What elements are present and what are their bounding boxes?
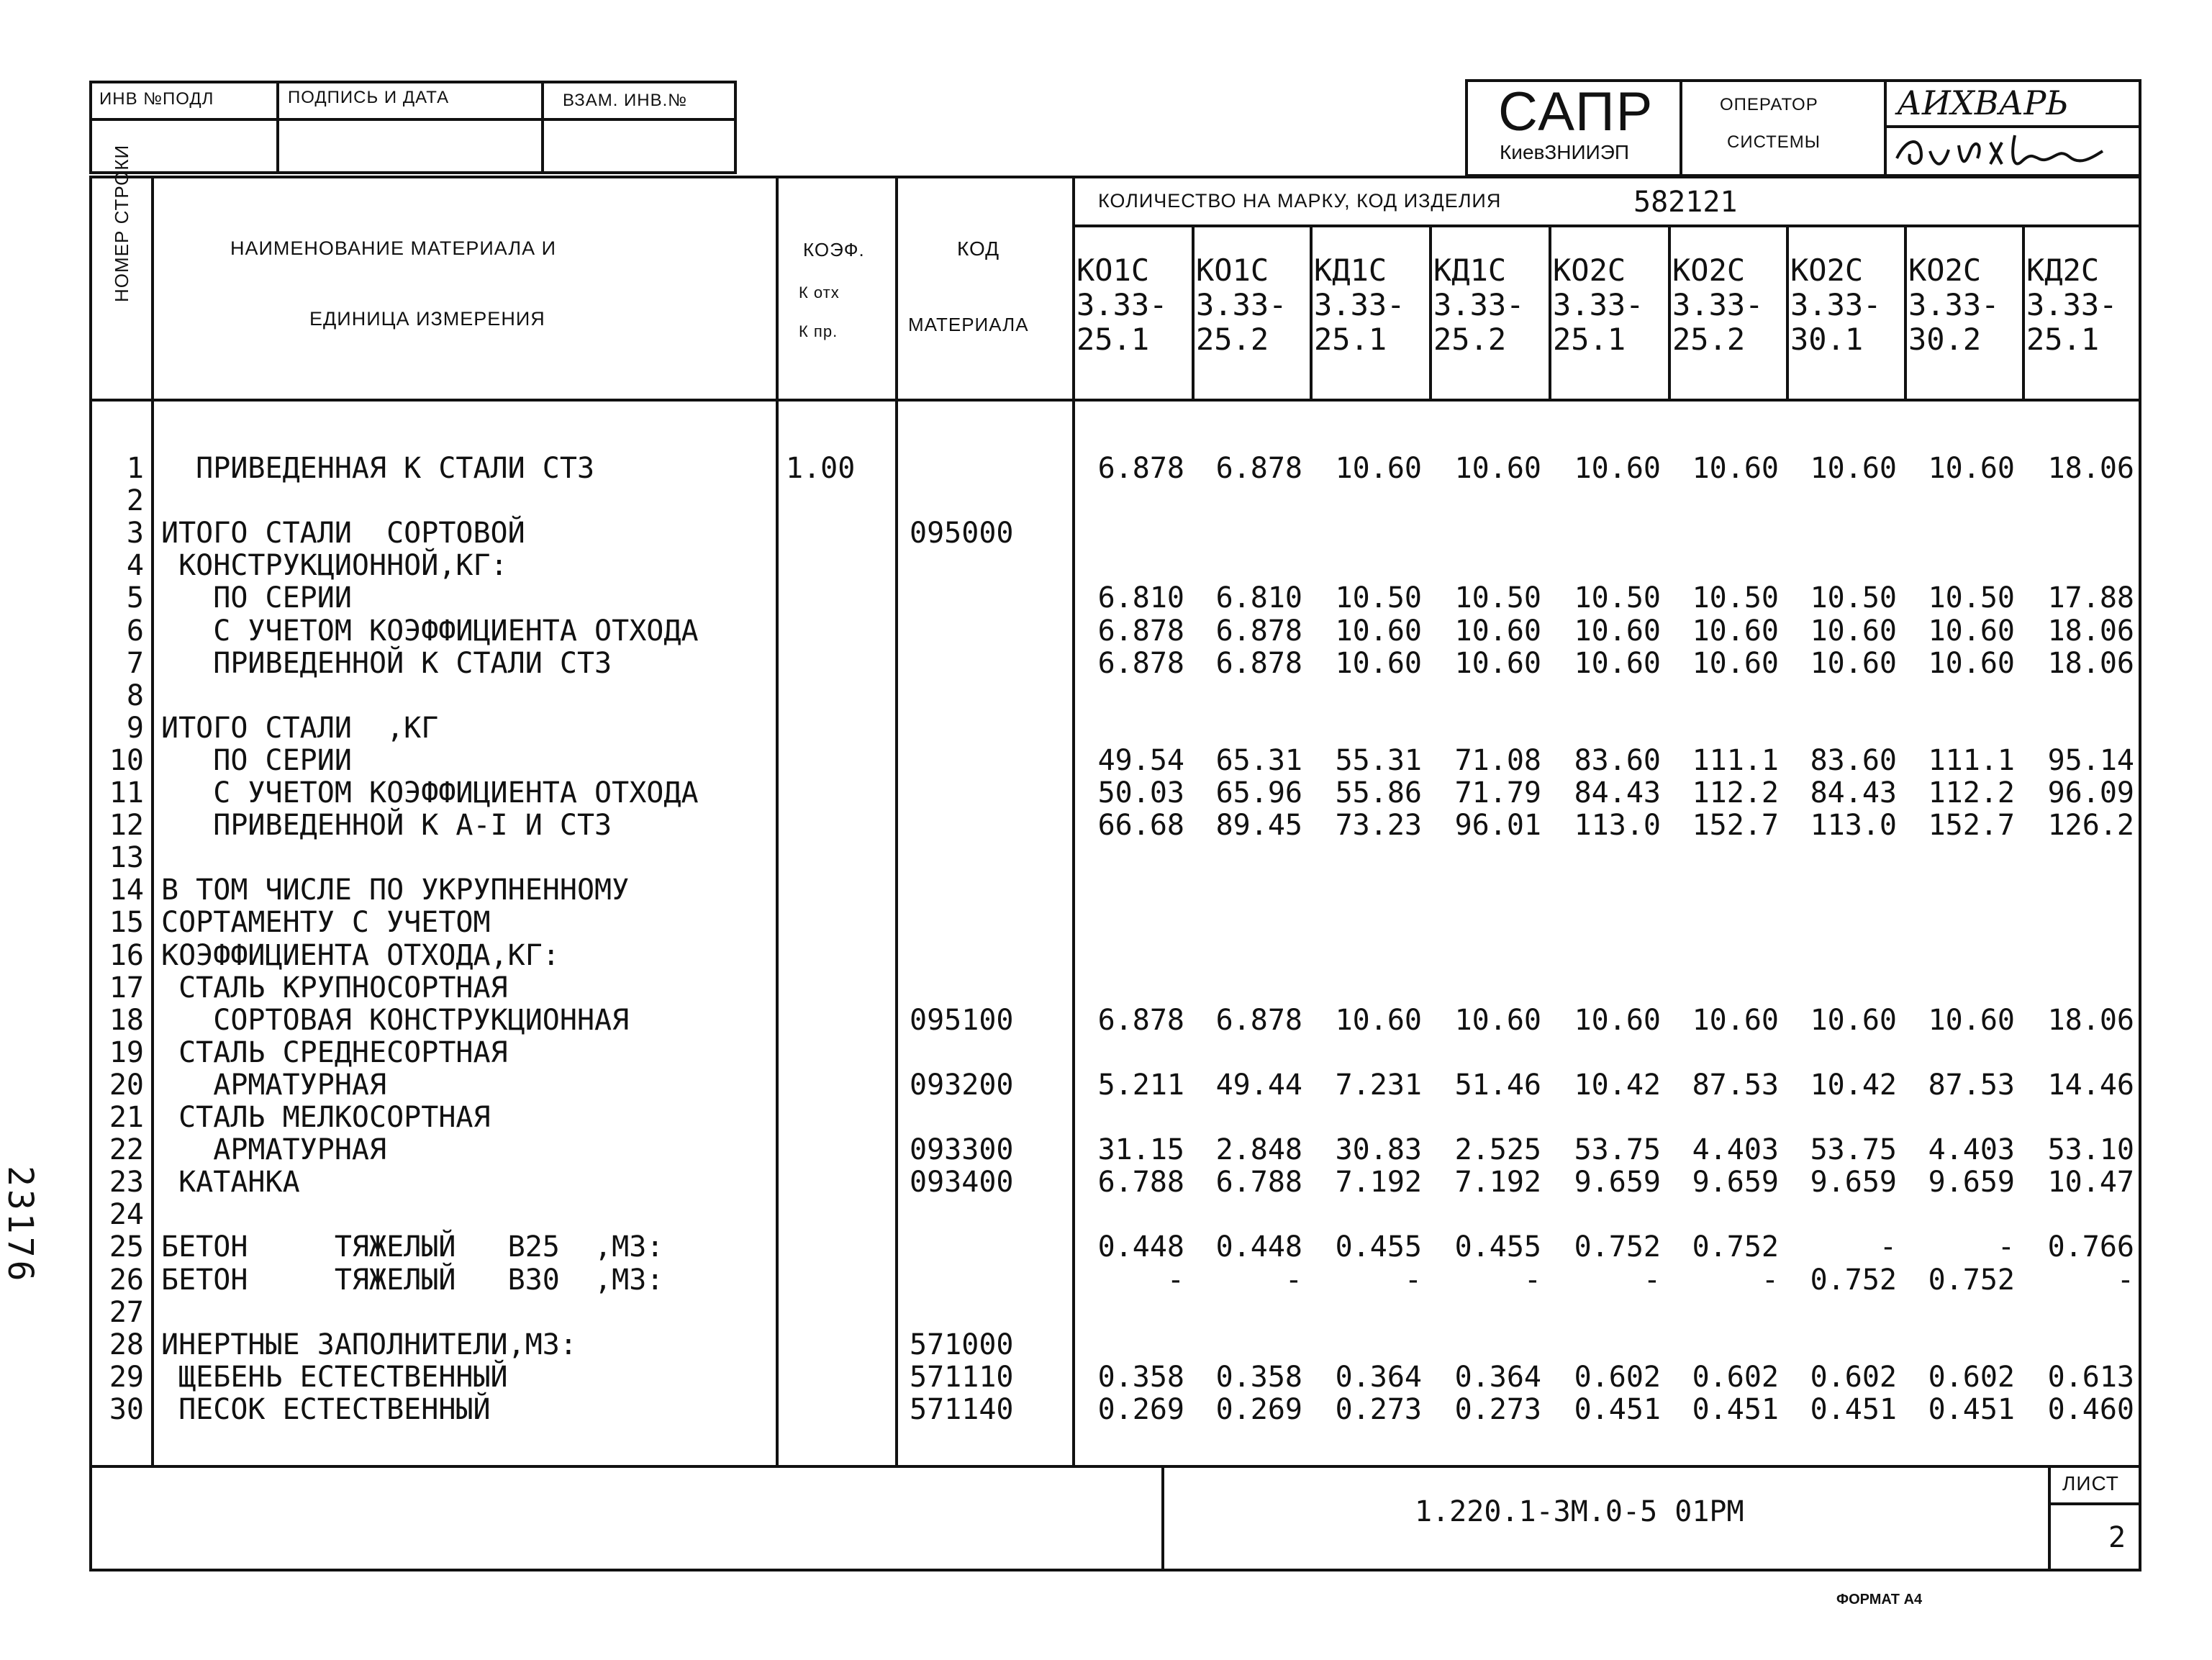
quantity-cell: 6.878 (1215, 646, 1302, 680)
quantity-cell: 0.451 (1574, 1392, 1661, 1426)
quantity-cell: 31.15 (1097, 1133, 1184, 1167)
quantity-cell: 10.60 (1574, 1003, 1661, 1037)
mark-sep-1 (1192, 224, 1195, 399)
row-number: 24 (109, 1198, 144, 1232)
operator-signature (1893, 130, 2108, 176)
row-number: 12 (109, 809, 144, 843)
material-name: КОЭФФИЦИЕНТА ОТХОДА,КГ: (161, 938, 560, 972)
material-code: 095100 (910, 1003, 1014, 1037)
quantity-cell: 0.358 (1215, 1360, 1302, 1394)
mark-column-header-8-l3: 30.2 (1908, 322, 1982, 357)
material-name: ИТОГО СТАЛИ СОРТОВОЙ (161, 517, 525, 550)
quantity-cell: 49.44 (1215, 1068, 1302, 1102)
material-name-header-l1: НАИМЕНОВАНИЕ МАТЕРИАЛА И (230, 237, 556, 259)
format-label: ФОРМАТ А4 (1836, 1592, 1923, 1607)
quantity-cell: 10.47 (2047, 1166, 2134, 1199)
row-number: 29 (109, 1360, 144, 1394)
col-sep-code (1072, 176, 1075, 1465)
quantity-cell: 10.50 (1335, 581, 1422, 615)
mark-column-header-9-l2: 3.33- (2026, 287, 2118, 322)
quantity-cell: 10.60 (1810, 614, 1897, 648)
mark-column-header-6-l3: 25.2 (1672, 322, 1746, 357)
material-name: СТАЛЬ КРУПНОСОРТНАЯ (161, 971, 508, 1004)
quantity-cell: 65.96 (1215, 776, 1302, 809)
quantity-cell: 10.60 (1335, 646, 1422, 680)
quantity-cell: 18.06 (2047, 1003, 2134, 1037)
row-number: 1 (126, 452, 144, 485)
quantity-cell: 10.60 (1335, 614, 1422, 648)
quantity-cell: 10.60 (1574, 614, 1661, 648)
quantity-cell: 0.752 (1574, 1230, 1661, 1264)
mark-column-header-7-l1: КО2С (1790, 253, 1864, 288)
material-name: КАТАНКА (161, 1166, 300, 1199)
mark-column-header-7-l3: 30.1 (1790, 322, 1864, 357)
quantity-cell: - (1166, 1263, 1184, 1297)
quantity-cell: 0.269 (1215, 1392, 1302, 1426)
material-name: СТАЛЬ МЕЛКОСОРТНАЯ (161, 1101, 491, 1134)
operator-label: ОПЕРАТОР (1720, 95, 1818, 114)
material-code: 571110 (910, 1360, 1014, 1394)
quantity-cell: 6.878 (1097, 1003, 1184, 1037)
quantity-cell: 0.269 (1097, 1392, 1184, 1426)
quantity-cell: 55.86 (1335, 776, 1422, 809)
quantity-cell: 10.60 (1335, 452, 1422, 485)
mark-column-header-6-l2: 3.33- (1672, 287, 1764, 322)
quantity-cell: 10.60 (1454, 646, 1541, 680)
mark-sep-2 (1310, 224, 1313, 399)
quantity-cell: 9.659 (1692, 1166, 1779, 1199)
row-number: 8 (126, 679, 144, 712)
quantity-cell: 0.602 (1692, 1360, 1779, 1394)
org-label: КиевЗНИИЭП (1500, 141, 1630, 163)
row-number: 21 (109, 1101, 144, 1134)
row-number-header: НОМЕР СТРОКИ (111, 144, 132, 302)
material-name: КОНСТРУКЦИОННОЙ,КГ: (161, 549, 508, 583)
row-number: 18 (109, 1003, 144, 1037)
material-name: ПРИВЕДЕННАЯ К СТАЛИ СТ3 (161, 452, 595, 485)
mark-column-header-5-l3: 25.1 (1553, 322, 1626, 357)
quantity-cell: 6.788 (1097, 1166, 1184, 1199)
material-name: БЕТОН ТЯЖЕЛЫЙ В30 ,М3: (161, 1263, 664, 1297)
material-name: В ТОМ ЧИСЛЕ ПО УКРУПНЕННОМУ (161, 874, 630, 907)
quantity-cell: 0.602 (1810, 1360, 1897, 1394)
coef-header-l3: К пр. (799, 322, 838, 340)
row-number: 2 (126, 484, 144, 518)
material-name: С УЧЕТОМ КОЭФФИЦИЕНТА ОТХОДА (161, 776, 699, 809)
quantity-cell: 10.50 (1454, 581, 1541, 615)
quantity-cell: 49.54 (1097, 743, 1184, 777)
mark-column-header-3-l2: 3.33- (1314, 287, 1405, 322)
mark-column-header-8-l1: КО2С (1908, 253, 1982, 288)
quantity-cell: 10.42 (1810, 1068, 1897, 1102)
material-name: ИНЕРТНЫЕ ЗАПОЛНИТЕЛИ,М3: (161, 1328, 577, 1361)
row-number: 14 (109, 874, 144, 907)
mark-column-header-4-l1: КД1С (1433, 253, 1507, 288)
mark-column-header-5-l2: 3.33- (1553, 287, 1644, 322)
quantity-cell: 113.0 (1574, 809, 1661, 843)
quantity-cell: 84.43 (1574, 776, 1661, 809)
row-number: 30 (109, 1392, 144, 1426)
quantity-cell: - (1643, 1263, 1661, 1297)
coefficient: 1.00 (786, 452, 856, 485)
mark-column-header-7-l2: 3.33- (1790, 287, 1882, 322)
quantity-cell: 83.60 (1810, 743, 1897, 777)
quantity-cell: 0.364 (1335, 1360, 1422, 1394)
quantity-cell: 0.602 (1574, 1360, 1661, 1394)
quantity-cell: 96.01 (1454, 809, 1541, 843)
mark-column-header-1-l2: 3.33- (1076, 287, 1168, 322)
quantity-cell: 111.1 (1692, 743, 1779, 777)
quantity-cell: 10.60 (1928, 452, 2015, 485)
material-name: СТАЛЬ СРЕДНЕСОРТНАЯ (161, 1035, 508, 1069)
material-name: АРМАТУРНАЯ (161, 1133, 387, 1167)
quantity-cell: 10.60 (1454, 452, 1541, 485)
mark-column-header-6-l1: КО2С (1672, 253, 1746, 288)
material-name: ПРИВЕДЕННОЙ К СТАЛИ СТ3 (161, 646, 612, 680)
mark-sep-3 (1429, 224, 1432, 399)
quantity-cell: 10.60 (1454, 614, 1541, 648)
quantity-cell: 0.455 (1335, 1230, 1422, 1264)
row-number: 20 (109, 1068, 144, 1102)
quantity-cell: 0.455 (1454, 1230, 1541, 1264)
material-code: 571000 (910, 1328, 1014, 1361)
quantity-cell: 152.7 (1692, 809, 1779, 843)
quantity-cell: 0.613 (2047, 1360, 2134, 1394)
quantity-cell: 10.50 (1574, 581, 1661, 615)
mark-column-header-3-l1: КД1С (1314, 253, 1387, 288)
quantity-cell: 4.403 (1928, 1133, 2015, 1167)
sheet-label: ЛИСТ (2062, 1472, 2119, 1495)
material-name: БЕТОН ТЯЖЕЛЫЙ В25 ,М3: (161, 1230, 664, 1264)
operator-name: АИХВАРЬ (1897, 83, 2069, 122)
row-number: 16 (109, 938, 144, 972)
quantity-cell: 53.10 (2047, 1133, 2134, 1167)
material-name: СОРТОВАЯ КОНСТРУКЦИОННАЯ (161, 1003, 630, 1037)
row-number: 3 (126, 517, 144, 550)
quantity-cell: 111.1 (1928, 743, 2015, 777)
quantity-cell: 0.451 (1810, 1392, 1897, 1426)
quantity-cell: 6.810 (1097, 581, 1184, 615)
quantity-cell: 10.50 (1928, 581, 2015, 615)
quantity-cell: 95.14 (2047, 743, 2134, 777)
mark-sep-7 (1904, 224, 1907, 399)
quantity-cell: - (1404, 1263, 1422, 1297)
stamp-right-divider (1884, 125, 2141, 128)
quantity-cell: 84.43 (1810, 776, 1897, 809)
row-number: 28 (109, 1328, 144, 1361)
material-code: 093200 (910, 1068, 1014, 1102)
quantity-cell: 9.659 (1810, 1166, 1897, 1199)
quantity-cell: 83.60 (1574, 743, 1661, 777)
mark-column-header-4-l2: 3.33- (1433, 287, 1525, 322)
quantity-cell: 10.50 (1692, 581, 1779, 615)
material-name: ЩЕБЕНЬ ЕСТЕСТВЕННЫЙ (161, 1360, 508, 1394)
quantity-cell: 126.2 (2047, 809, 2134, 843)
material-name: С УЧЕТОМ КОЭФФИЦИЕНТА ОТХОДА (161, 614, 699, 648)
row-number: 9 (126, 711, 144, 745)
quantity-cell: 87.53 (1928, 1068, 2015, 1102)
mark-column-header-8-l2: 3.33- (1908, 287, 2000, 322)
body-bottom-line (89, 1465, 2141, 1468)
quantity-cell: - (1284, 1263, 1302, 1297)
mark-column-header-1-l1: КО1С (1076, 253, 1150, 288)
quantity-cell: - (1997, 1230, 2015, 1264)
row-number: 4 (126, 549, 144, 583)
quantity-cell: 6.878 (1215, 1003, 1302, 1037)
quantity-cell: 112.2 (1928, 776, 2015, 809)
col-sep-rownum (151, 176, 154, 1465)
row-number: 5 (126, 581, 144, 615)
quantity-cell: 9.659 (1928, 1166, 2015, 1199)
quantity-cell: 10.60 (1810, 646, 1897, 680)
quantity-cell: 0.364 (1454, 1360, 1541, 1394)
coef-header-l1: КОЭФ. (803, 239, 865, 260)
quantity-cell: 0.273 (1454, 1392, 1541, 1426)
quantity-cell: 10.60 (1810, 1003, 1897, 1037)
quantity-cell: - (2116, 1263, 2134, 1297)
quantity-cell: 0.358 (1097, 1360, 1184, 1394)
quantity-cell: 6.878 (1215, 452, 1302, 485)
material-name: ПЕСОК ЕСТЕСТВЕННЫЙ (161, 1392, 491, 1426)
quantity-cell: 4.403 (1692, 1133, 1779, 1167)
row-number: 26 (109, 1263, 144, 1297)
quantity-cell: 10.60 (1335, 1003, 1422, 1037)
mark-column-header-1-l3: 25.1 (1076, 322, 1150, 357)
quantity-cell: 71.79 (1454, 776, 1541, 809)
quantity-cell: 18.06 (2047, 646, 2134, 680)
quantity-cell: 6.788 (1215, 1166, 1302, 1199)
material-code: 571140 (910, 1392, 1014, 1426)
material-code: 093300 (910, 1133, 1014, 1167)
quantity-cell: 10.60 (1574, 646, 1661, 680)
quantity-cell: 10.60 (1928, 646, 2015, 680)
code-header-l1: КОД (957, 237, 1000, 260)
code-header-l2: МАТЕРИАЛА (908, 314, 1029, 335)
footer-sep (1161, 1465, 1164, 1571)
quantity-cell: 9.659 (1574, 1166, 1661, 1199)
quantity-cell: 10.50 (1810, 581, 1897, 615)
quantity-cell: 73.23 (1335, 809, 1422, 843)
quantity-cell: 0.448 (1097, 1230, 1184, 1264)
material-code: 095000 (910, 517, 1014, 550)
quantity-cell: 10.60 (1928, 614, 2015, 648)
stamp-right-sep1 (1680, 79, 1682, 177)
quantity-cell: 10.60 (1810, 452, 1897, 485)
quantity-cell: 0.273 (1335, 1392, 1422, 1426)
material-name: ПО СЕРИИ (161, 743, 352, 777)
quantity-cell: 0.451 (1928, 1392, 2015, 1426)
mark-column-header-3-l3: 25.1 (1314, 322, 1387, 357)
qty-header-label: КОЛИЧЕСТВО НА МАРКУ, КОД ИЗДЕЛИЯ (1098, 190, 1502, 212)
quantity-cell: 10.60 (1692, 452, 1779, 485)
quantity-cell: 5.211 (1097, 1068, 1184, 1102)
qty-header-line (1072, 224, 2141, 227)
material-name: СОРТАМЕНТУ С УЧЕТОМ (161, 906, 491, 940)
sheet-number: 2 (2108, 1521, 2126, 1554)
quantity-cell: 14.46 (2047, 1068, 2134, 1102)
mark-sep-5 (1668, 224, 1671, 399)
replace-inv-label: ВЗАМ. ИНВ.№ (563, 91, 688, 110)
sheet-divider (2048, 1502, 2141, 1505)
stamp-left-sep2 (541, 81, 544, 174)
mark-column-header-4-l3: 25.2 (1433, 322, 1507, 357)
quantity-cell: 7.192 (1335, 1166, 1422, 1199)
quantity-cell: 112.2 (1692, 776, 1779, 809)
row-number: 7 (126, 646, 144, 680)
material-name: АРМАТУРНАЯ (161, 1068, 387, 1102)
quantity-cell: 89.45 (1215, 809, 1302, 843)
quantity-cell: 96.09 (2047, 776, 2134, 809)
quantity-cell: 10.60 (1454, 1003, 1541, 1037)
material-name-header-l2: ЕДИНИЦА ИЗМЕРЕНИЯ (309, 308, 545, 330)
mark-sep-4 (1549, 224, 1551, 399)
quantity-cell: 71.08 (1454, 743, 1541, 777)
quantity-cell: 65.31 (1215, 743, 1302, 777)
material-name: ПО СЕРИИ (161, 581, 352, 615)
quantity-cell: 10.42 (1574, 1068, 1661, 1102)
row-number: 22 (109, 1133, 144, 1167)
quantity-cell: 0.766 (2047, 1230, 2134, 1264)
quantity-cell: 6.878 (1215, 614, 1302, 648)
quantity-cell: - (1879, 1230, 1897, 1264)
quantity-cell: 10.60 (1692, 646, 1779, 680)
quantity-cell: 0.460 (2047, 1392, 2134, 1426)
sapr-logo: САПР (1498, 81, 1654, 142)
signature-label: ПОДПИСЬ И ДАТА (288, 88, 450, 107)
material-name: ИТОГО СТАЛИ ,КГ (161, 711, 439, 745)
quantity-cell: 10.60 (1692, 614, 1779, 648)
row-number: 10 (109, 743, 144, 777)
stamp-left-sep1 (276, 81, 279, 174)
quantity-cell: 10.60 (1574, 452, 1661, 485)
quantity-cell: 18.06 (2047, 452, 2134, 485)
quantity-cell: 2.848 (1215, 1133, 1302, 1167)
product-code: 582121 (1633, 186, 1738, 219)
quantity-cell: 50.03 (1097, 776, 1184, 809)
row-number: 11 (109, 776, 144, 809)
quantity-cell: 18.06 (2047, 614, 2134, 648)
col-sep-name (776, 176, 779, 1465)
quantity-cell: 0.602 (1928, 1360, 2015, 1394)
quantity-cell: 0.448 (1215, 1230, 1302, 1264)
header-bottom-line (89, 399, 2141, 402)
quantity-cell: 0.752 (1692, 1230, 1779, 1264)
row-number: 6 (126, 614, 144, 648)
quantity-cell: 66.68 (1097, 809, 1184, 843)
mark-column-header-2-l1: КО1С (1196, 253, 1269, 288)
side-number: 23176 (0, 1166, 40, 1284)
stamp-left-divider (89, 118, 737, 121)
stamp-right-sep2 (1884, 79, 1887, 177)
row-number: 17 (109, 971, 144, 1004)
quantity-cell: 17.88 (2047, 581, 2134, 615)
quantity-cell: 6.878 (1097, 452, 1184, 485)
document-code: 1.220.1-3М.0-5 01РМ (1415, 1495, 1744, 1528)
col-sep-coef (895, 176, 898, 1465)
row-number: 19 (109, 1035, 144, 1069)
quantity-cell: 55.31 (1335, 743, 1422, 777)
quantity-cell: - (1761, 1263, 1779, 1297)
quantity-cell: 87.53 (1692, 1068, 1779, 1102)
mark-sep-8 (2022, 224, 2025, 399)
quantity-cell: 10.60 (1928, 1003, 2015, 1037)
mark-column-header-2-l3: 25.2 (1196, 322, 1269, 357)
quantity-cell: 7.192 (1454, 1166, 1541, 1199)
mark-column-header-2-l2: 3.33- (1196, 287, 1287, 322)
material-code: 093400 (910, 1166, 1014, 1199)
mark-sep-6 (1786, 224, 1789, 399)
quantity-cell: 30.83 (1335, 1133, 1422, 1167)
row-number: 13 (109, 841, 144, 875)
quantity-cell: 7.231 (1335, 1068, 1422, 1102)
row-number: 25 (109, 1230, 144, 1264)
row-number: 27 (109, 1295, 144, 1329)
mark-column-header-9-l1: КД2С (2026, 253, 2100, 288)
quantity-cell: 0.451 (1692, 1392, 1779, 1426)
row-number: 15 (109, 906, 144, 940)
coef-header-l2: К отх (799, 284, 840, 301)
material-name: ПРИВЕДЕННОЙ К А-I И СТ3 (161, 809, 612, 843)
quantity-cell: 0.752 (1810, 1263, 1897, 1297)
quantity-cell: 6.878 (1097, 646, 1184, 680)
quantity-cell: 53.75 (1574, 1133, 1661, 1167)
quantity-cell: 113.0 (1810, 809, 1897, 843)
sheet-sep (2048, 1465, 2051, 1571)
quantity-cell: 10.60 (1692, 1003, 1779, 1037)
inv-label: ИНВ №ПОДЛ (99, 89, 214, 109)
quantity-cell: 2.525 (1454, 1133, 1541, 1167)
quantity-cell: 53.75 (1810, 1133, 1897, 1167)
system-label: СИСТЕМЫ (1727, 132, 1821, 152)
mark-column-header-5-l1: КО2С (1553, 253, 1626, 288)
quantity-cell: 6.878 (1097, 614, 1184, 648)
quantity-cell: 51.46 (1454, 1068, 1541, 1102)
quantity-cell: 0.752 (1928, 1263, 2015, 1297)
mark-column-header-9-l3: 25.1 (2026, 322, 2100, 357)
quantity-cell: 152.7 (1928, 809, 2015, 843)
quantity-cell: - (1523, 1263, 1541, 1297)
quantity-cell: 6.810 (1215, 581, 1302, 615)
row-number: 23 (109, 1166, 144, 1199)
